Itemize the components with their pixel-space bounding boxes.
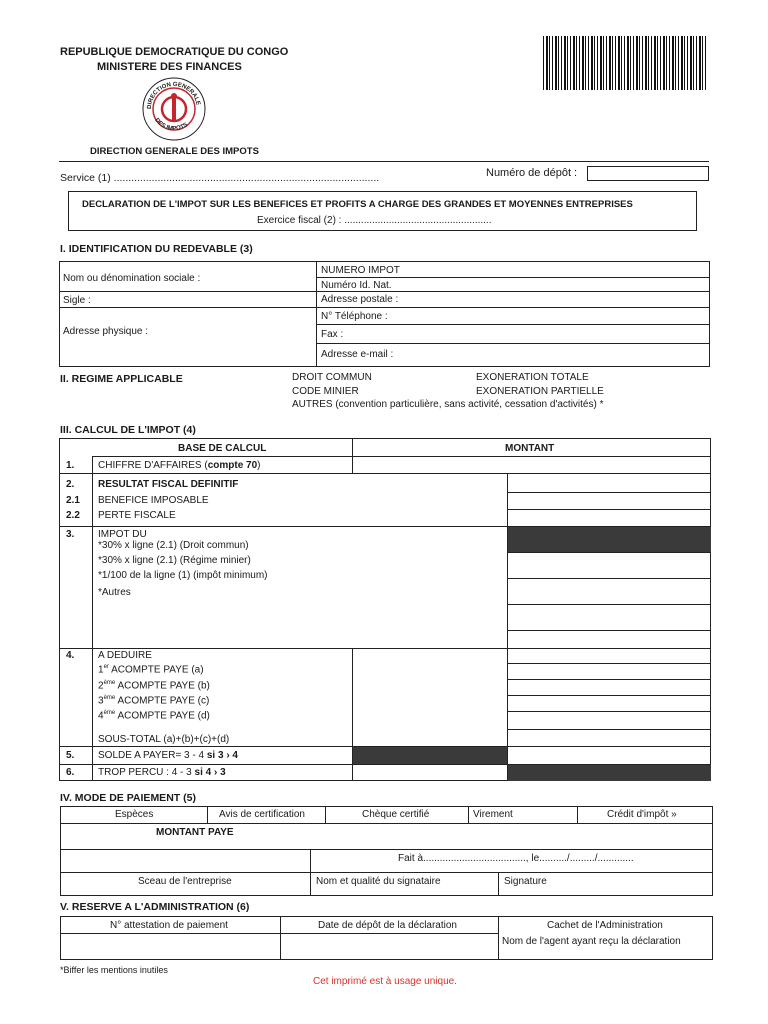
- footnote-strike-mentions: *Biffer les mentions inutiles: [60, 965, 168, 975]
- shaded-cell-solde-base: [353, 747, 507, 764]
- deposit-number-field[interactable]: [587, 166, 709, 181]
- row-number-6: 6.: [66, 767, 75, 778]
- place-date-line: Fait à....................................., le........../........./.............: [398, 853, 634, 864]
- declaration-title: DECLARATION DE L'IMPOT SUR LES BENEFICES ET PROFITS A CHARGE DES GRANDES ET MOYENNES ENTREPRISES: [82, 199, 633, 210]
- payment-certificate-label: N° attestation de paiement: [110, 920, 228, 931]
- row-subtotal: SOUS-TOTAL (a)+(b)+(c)+(d): [98, 734, 230, 745]
- signature-label: Signature: [504, 876, 547, 887]
- svg-text:DES IMPOTS: DES IMPOTS: [153, 117, 189, 133]
- fax-label: Fax :: [321, 329, 344, 340]
- row-number-4: 4.: [66, 650, 75, 661]
- service-label: Service (1) ...........................................................................................: [60, 172, 380, 184]
- email-label: Adresse e-mail :: [321, 349, 394, 360]
- payment-mode-certified-check[interactable]: Chèque certifié: [362, 809, 430, 820]
- row-installment-d: 4ème ACOMPTE PAYE (d): [98, 710, 210, 722]
- shaded-cell-trop-percu-amount: [508, 765, 711, 781]
- signatory-label: Nom et qualité du signataire: [316, 876, 441, 887]
- physical-address-label: Adresse physique :: [63, 326, 149, 337]
- tax-number-label: NUMERO IMPOT: [321, 265, 400, 276]
- section-identification-title: I. IDENTIFICATION DU REDEVABLE (3): [60, 243, 253, 255]
- row-number-3: 3.: [66, 529, 75, 540]
- deposit-label: Numéro de dépôt :: [486, 167, 578, 179]
- row-number-2-1: 2.1: [66, 495, 80, 506]
- row-tax-mining: *30% x ligne (2.1) (Régime minier): [98, 555, 251, 566]
- section-tax-calculation-title: III. CALCUL DE L'IMPOT (4): [60, 424, 196, 436]
- deposit-date-label: Date de dépôt de la déclaration: [318, 920, 457, 931]
- regime-common-law[interactable]: DROIT COMMUN: [292, 372, 372, 383]
- header-divider: [59, 161, 709, 162]
- row-tax-minimum: *1/100 de la ligne (1) (impôt minimum): [98, 570, 268, 581]
- row-tax-common-law: *30% x ligne (2.1) (Droit commun): [98, 540, 249, 551]
- row-number-2-2: 2.2: [66, 510, 80, 521]
- shaded-cell-impot-du: [508, 527, 711, 552]
- section-administration-title: V. RESERVE A L'ADMINISTRATION (6): [60, 901, 250, 913]
- section-regime-title: II. REGIME APPLICABLE: [60, 373, 183, 385]
- column-header-base: BASE DE CALCUL: [178, 443, 267, 454]
- postal-address-label: Adresse postale :: [321, 294, 399, 305]
- payment-mode-transfer[interactable]: Virement: [473, 809, 513, 820]
- regime-mining-code[interactable]: CODE MINIER: [292, 386, 359, 397]
- company-name-label: Nom ou dénomination sociale :: [63, 273, 201, 284]
- row-taxable-profit: BENEFICE IMPOSABLE: [98, 495, 209, 506]
- acronym-label: Sigle :: [63, 295, 91, 306]
- regime-partial-exemption[interactable]: EXONERATION PARTIELLE: [476, 386, 604, 397]
- fiscal-year-label: Exercice fiscal (2) : .....................................................: [257, 215, 492, 226]
- row-number-2: 2.: [66, 479, 75, 490]
- row-deductions: A DEDUIRE: [98, 650, 152, 661]
- directorate-name: DIRECTION GENERALE DES IMPOTS: [90, 146, 259, 157]
- row-number-5: 5.: [66, 750, 75, 761]
- row-fiscal-loss: PERTE FISCALE: [98, 510, 176, 521]
- row-fiscal-result: RESULTAT FISCAL DEFINITIF: [98, 479, 239, 490]
- section-payment-title: IV. MODE DE PAIEMENT (5): [60, 792, 196, 804]
- row-number-1: 1.: [66, 460, 75, 471]
- company-stamp-label: Sceau de l'entreprise: [138, 876, 232, 887]
- dgi-seal-logo: [139, 76, 209, 142]
- row-installment-a: 1er ACOMPTE PAYE (a): [98, 664, 204, 676]
- phone-label: N° Téléphone :: [321, 311, 388, 322]
- svg-text:DIRECTION GENERALE: DIRECTION GENERALE: [146, 81, 201, 110]
- ministry-name: MINISTERE DES FINANCES: [97, 61, 242, 73]
- payment-mode-tax-credit[interactable]: Crédit d'impôt »: [607, 809, 677, 820]
- single-use-notice: Cet imprimé est à usage unique.: [313, 976, 457, 987]
- barcode: [543, 36, 708, 90]
- row-tax-other: *Autres: [98, 587, 131, 598]
- row-balance-due: SOLDE A PAYER= 3 - 4 si 3 › 4: [98, 750, 238, 761]
- payment-mode-cash[interactable]: Espèces: [115, 809, 154, 820]
- row-installment-c: 3ème ACOMPTE PAYE (c): [98, 695, 210, 707]
- national-id-label: Numéro Id. Nat.: [321, 280, 392, 291]
- column-header-amount: MONTANT: [505, 443, 555, 454]
- receiving-agent-label: Nom de l'agent ayant reçu la déclaration: [502, 936, 681, 947]
- payment-mode-certification[interactable]: Avis de certification: [219, 809, 305, 820]
- country-name: REPUBLIQUE DEMOCRATIQUE DU CONGO: [60, 46, 289, 58]
- row-overpayment: TROP PERCU : 4 - 3 si 4 › 3: [98, 767, 226, 778]
- row-installment-b: 2ème ACOMPTE PAYE (b): [98, 680, 210, 692]
- row-tax-due: IMPOT DU: [98, 529, 147, 540]
- amount-paid-label: MONTANT PAYE: [156, 827, 234, 838]
- row-turnover: CHIFFRE D'AFFAIRES (compte 70): [98, 460, 261, 471]
- regime-total-exemption[interactable]: EXONERATION TOTALE: [476, 372, 589, 383]
- regime-other[interactable]: AUTRES (convention particulière, sans activité, cessation d'activités) *: [292, 399, 604, 410]
- admin-stamp-label: Cachet de l'Administration: [547, 920, 663, 931]
